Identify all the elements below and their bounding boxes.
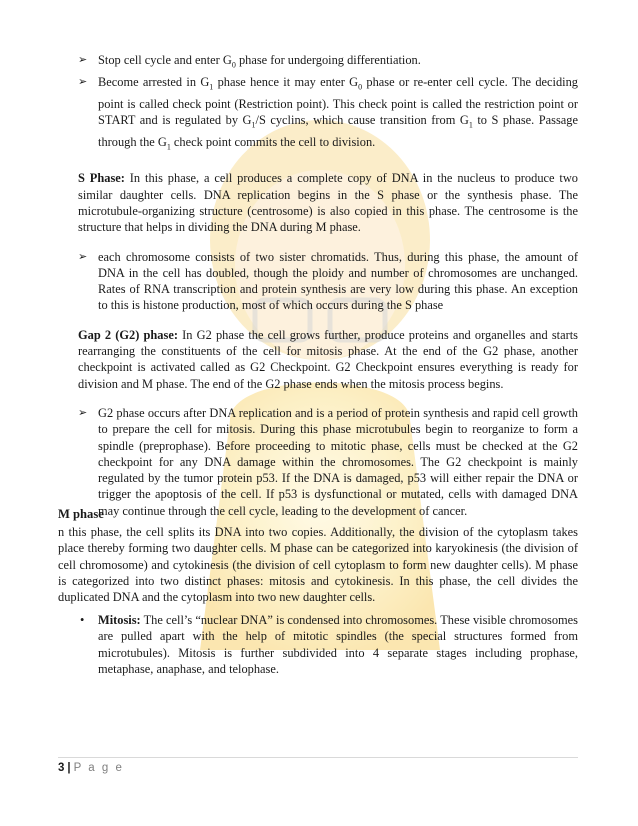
arrow-bullet-icon: ➢ [78,53,88,66]
list-item: ➢ Stop cell cycle and enter $G_0$ phase for undergoing differentiation. [78,53,421,70]
m-phase-heading: M phase [58,507,104,521]
s-phase-heading: S Phase: [78,171,125,186]
list-item: ➢ each chromosome consists of two sister chromatids. Thus, during this phase, the amount of DNA in the cell has doubled, though the ploidy and number of chromosomes are unchanged. Rates of RNA transcription and protein synthesis are very low during this phase. An exception to this is histone production, most of which occurs during the S phase [78,249,578,313]
arrow-bullet-icon: ➢ [78,74,88,88]
list-item: ➢ Become arrested in $G_1$ phase hence it may enter $G_0$ phase or re-enter cell cycle. The deciding point is called check point (Restriction point). This check point is called the restriction point or START and is regulated by $G_1/S$ cyclins, which cause transition from $G_1$ to S phase. Passage through the $G_1$ check point commits the cell to division. [78,74,579,152]
list-item: ➢ G2 phase occurs after DNA replication and is a period of protein synthesis and rapid cell growth to prepare the cell for mitosis. During this phase microtubules begin to reorganize to form a spindle (preprophase). Before proceeding to mitotic phase, cells must be checked at the G2 checkpoint for any DNA damage within the chromosomes. The G2 checkpoint is mainly regulated by the tumor protein p53. If the DNA is damaged, p53 will either repair the DNA or trigger the apoptosis of the cell. If p53 is dysfunctional or mutated, cells with damaged DNA may continue through the cell cycle, leading to the development of cancer. [78,405,578,518]
cell-cycle-options-list [78,52,578,155]
list-item: • Mitosis: The cell’s “nuclear DNA” is condensed into chromosomes. These visible chromosomes are pulled apart with the help of mitotic spindles (the special structures formed from microtubules). Mitosis is further subdivided into 4 separate stages including prophase, metaphase, anaphase, and telophase. [80,613,578,676]
g2-phase-heading: Gap 2 (G2) phase: [78,327,178,342]
m-phase-list [78,612,578,677]
m-phase-paragraph: n this phase, the cell splits its DNA into two copies. Additionally, the division of the cytoplasm takes place thereby forming two daughter cells. M phase can be categorized into karyokinesis (the division of cell chromosome) and cytokinesis (the division of cell cytoplasm to form new daughter cells). M phase is categorized into two distinct phases: mitosis and cytokinesis. In this phase, the cell divides the duplicated DNA and the cytoplasm into two new daughter cells. [58,525,578,605]
s-phase-list [78,249,578,314]
mitosis-heading: Mitosis: [98,613,141,627]
page-label: P a g e [73,762,124,774]
s-phase-paragraph: S Phase: In this phase, a cell produces a complete copy of DNA in the nucleus to produce two similar daughter cells. DNA replication begins in the S phase or the synthesis phase. The microtubule-organizing structure (centrosome) is also copied in this phase. The centrosome is the structure that helps in dividing the DNA during M phase. [78,171,578,235]
footer-divider [58,757,578,758]
page-number: 3 [58,762,65,774]
arrow-bullet-icon: ➢ [78,249,88,263]
arrow-bullet-icon: ➢ [78,405,88,419]
main-content [78,52,578,519]
g2-phase-list [78,405,578,519]
page-footer [58,762,124,774]
footer-separator: | [67,762,71,774]
round-bullet-icon: • [80,613,85,627]
g2-phase-paragraph: Gap 2 (G2) phase: In G2 phase the cell grows further, produce proteins and organelles and starts rearranging the constituents of the cell for mitosis phase. At the end of the G2 phase, another checkpoint is activated called as G2 Checkpoint. G2 Checkpoint ensures everything is ready for division and M phase. The end of the G2 phase ends when the mitosis process begins. [78,327,578,391]
